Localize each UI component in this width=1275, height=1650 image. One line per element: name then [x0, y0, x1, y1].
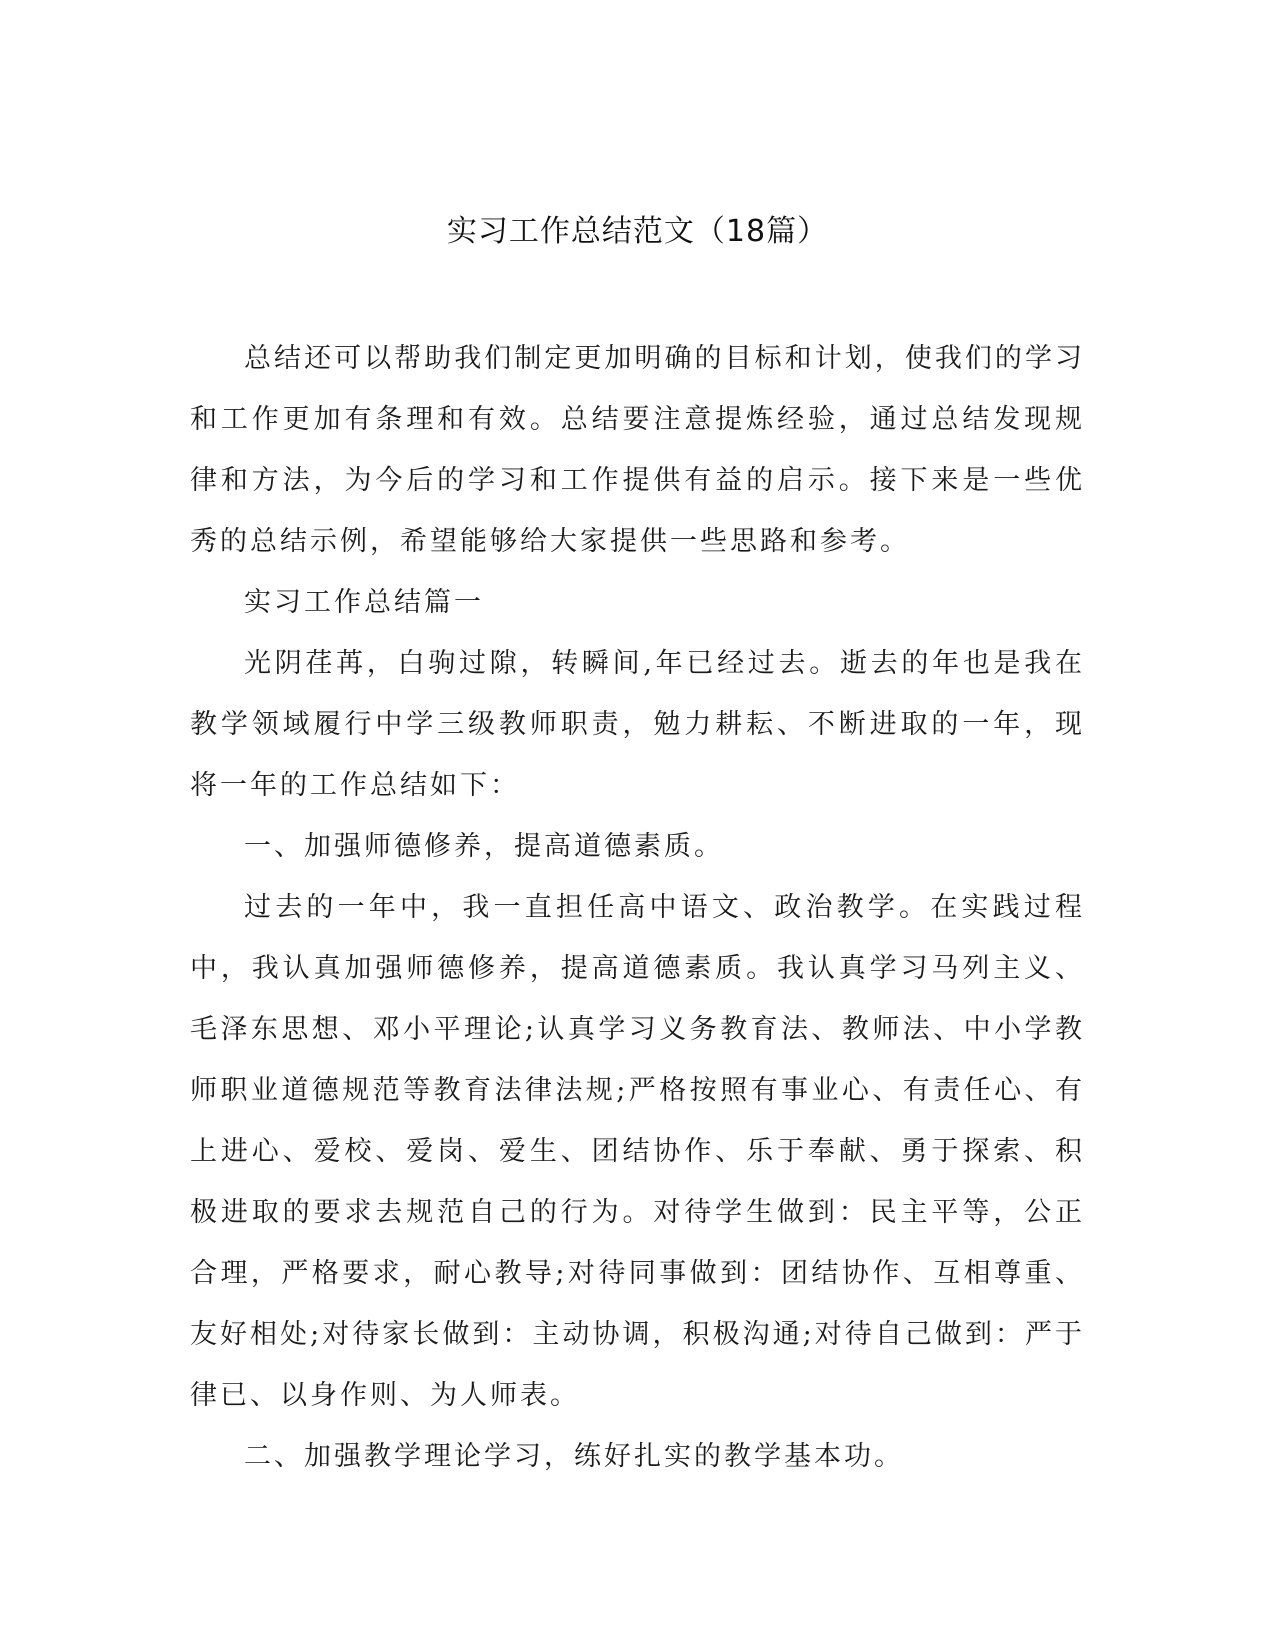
subsection-heading: 二、加强教学理论学习，练好扎实的教学基本功。 [244, 1441, 904, 1472]
subsection-heading: 一、加强师德修养，提高道德素质。 [244, 831, 724, 862]
section-heading: 实习工作总结篇一 [244, 587, 484, 618]
document-title: 实习工作总结范文（18篇） [446, 214, 829, 249]
body-paragraph: 过去的一年中，我一直担任高中语文、政治教学。在实践过程中，我认真加强师德修养，提高道德素质。我认真学习马列主义、毛泽东思想、邓小平理论;认真学习义务教育法、教师法、中小学教师职业道德规范等教育法律法规;严格按照有事业心、有责任心、有上进心、爱校、爱岗、爱生、团结协作、乐于奉献、勇于探索、积极进取的要求去规范自己的行为。对待学生做到：民主平等，公正合理，严格要求，耐心教导;对待同事做到：团结协作、互相尊重、友好相处;对待家长做到：主动协调，积极沟通;对待自己做到：严于律已、以身作则、为人师表。 [190, 892, 1085, 1411]
body-paragraph: 光阴荏苒，白驹过隙，转瞬间,年已经过去。逝去的年也是我在教学领域履行中学三级教师职责，勉力耕耘、不断进取的一年，现将一年的工作总结如下： [190, 648, 1085, 801]
document-body [190, 328, 1085, 1487]
intro-paragraph: 总结还可以帮助我们制定更加明确的目标和计划，使我们的学习和工作更加有条理和有效。总结要注意提炼经验，通过总结发现规律和方法，为今后的学习和工作提供有益的启示。接下来是一些优秀的总结示例，希望能够给大家提供一些思路和参考。 [190, 343, 1085, 557]
